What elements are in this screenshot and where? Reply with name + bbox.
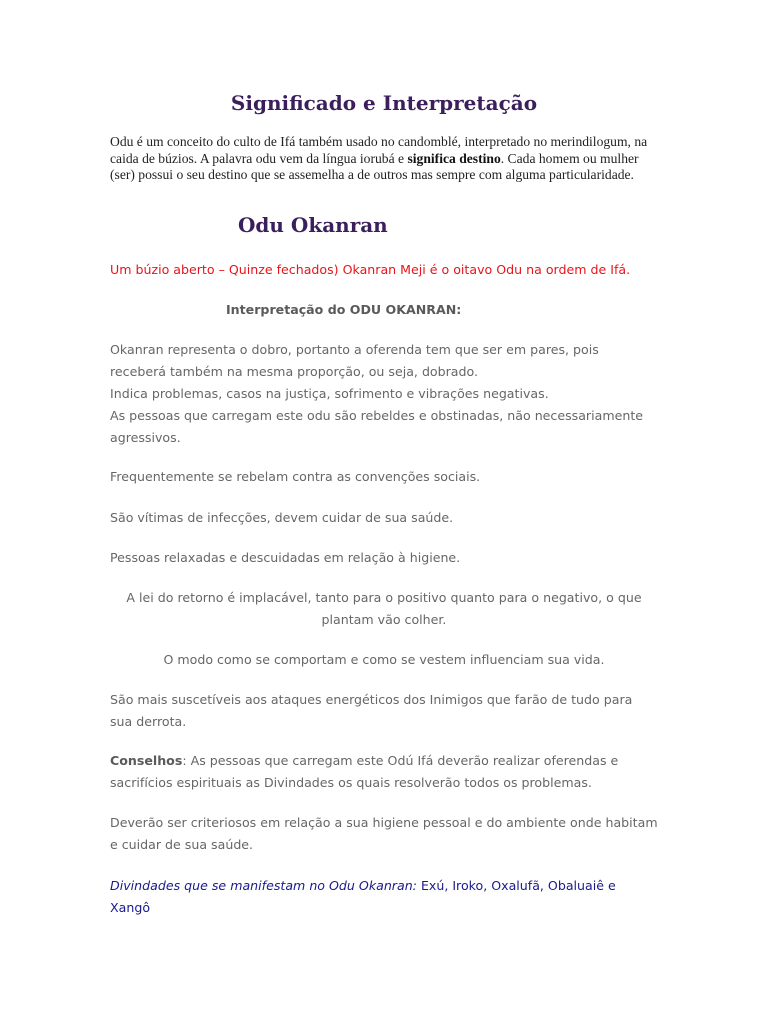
paragraph-1 bbox=[110, 339, 658, 449]
paragraph-1-line-2: Indica problemas, casos na justiça, sofrimento e vibrações negativas. bbox=[110, 386, 549, 401]
paragraph-1-line-3: As pessoas que carregam este odu são rebeldes e obstinadas, não necessariamente agressivos. bbox=[110, 408, 644, 445]
paragraph-1-line-1: Okanran representa o dobro, portanto a oferenda tem que ser em pares, pois receberá também na mesma proporção, ou seja, dobrado. bbox=[110, 342, 599, 379]
red-line: Um búzio aberto – Quinze fechados) Okanran Meji é o oitavo Odu na ordem de Ifá. bbox=[110, 262, 631, 277]
intro-text-after: . Cada homem ou mulher (ser) possui o seu destino que se assemelha a de outros mas sempre com alguma particularidade. bbox=[110, 150, 639, 182]
paragraph-7: São mais suscetíveis aos ataques energéticos dos Inimigos que farão de tudo para sua derrota. bbox=[110, 692, 633, 729]
paragraph-2: Frequentemente se rebelam contra as convenções sociais. bbox=[110, 469, 481, 484]
odu-title: Odu Okanran bbox=[238, 213, 388, 237]
paragraph-3: São vítimas de infecções, devem cuidar de sua saúde. bbox=[110, 510, 454, 525]
intro-bold-text: significa destino bbox=[407, 150, 501, 166]
paragraph-5: A lei do retorno é implacável, tanto para o positivo quanto para o negativo, o que plantam vão colher. bbox=[126, 590, 642, 627]
paragraph-4: Pessoas relaxadas e descuidadas em relação à higiene. bbox=[110, 550, 461, 565]
divindades-line bbox=[110, 875, 658, 919]
paragraph-6: O modo como se comportam e como se vestem influenciam sua vida. bbox=[163, 652, 605, 667]
divindades-label: Divindades que se manifestam no Odu Okanran: bbox=[110, 878, 417, 893]
paragraph-9: Deverão ser criteriosos em relação a sua higiene pessoal e do ambiente onde habitam e cuidar de sua saúde. bbox=[110, 815, 658, 852]
conselhos-text: : As pessoas que carregam este Odú Ifá deverão realizar oferendas e sacrifícios espirituais as Divindades os quais resolverão todos os problemas. bbox=[110, 753, 619, 790]
page-title: Significado e Interpretação bbox=[230, 91, 538, 115]
intro-paragraph bbox=[110, 134, 660, 184]
conselhos-paragraph bbox=[110, 750, 658, 794]
divindades-list: Exú, Iroko, Oxalufã, Obaluaiê e Xangô bbox=[110, 878, 616, 915]
intro-text-before: Odu é um conceito do culto de Ifá também usado no candomblé, interpretado no merindilogum, na caida de búzios. A palavra odu vem da língua iorubá e bbox=[110, 134, 648, 166]
conselhos-label: Conselhos bbox=[110, 753, 183, 768]
interpretation-heading: Interpretação do ODU OKANRAN: bbox=[226, 302, 462, 317]
